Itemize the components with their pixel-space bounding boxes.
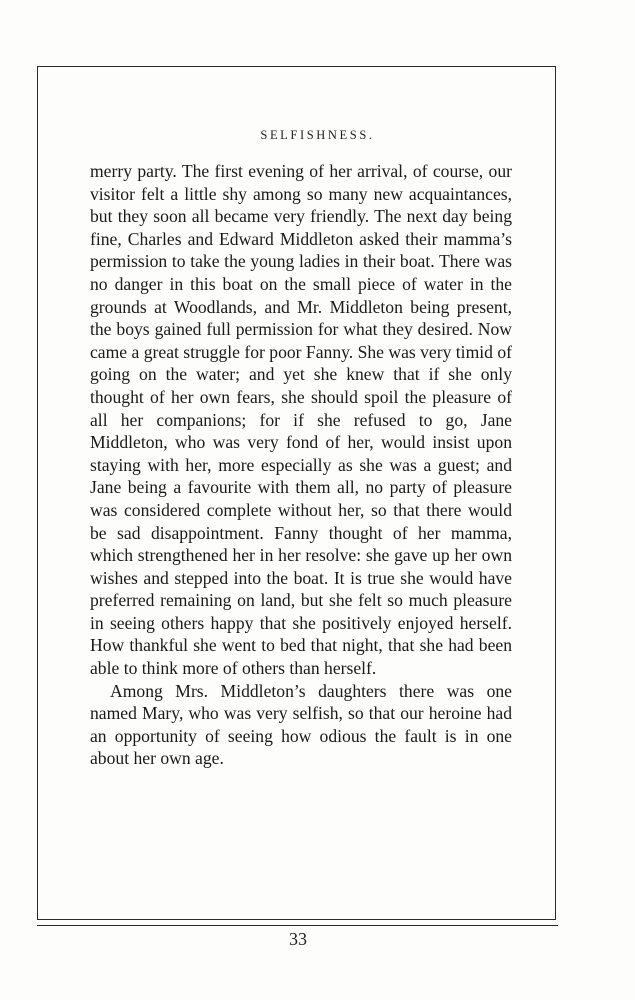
body-text [90, 160, 512, 770]
paragraph: Among Mrs. Middleton’s daughters there was one named Mary, who was very selfish, so that our heroine had an opportunity of seeing how odious the fault is in one about her own age. [90, 680, 512, 769]
bottom-rule [37, 925, 558, 926]
running-head: SELFISHNESS. [260, 128, 375, 142]
paragraph: merry party. The first evening of her arrival, of course, our visitor felt a little shy among so many new acquaintances, but they soon all became very friendly. The next day being fine, Charles and Edward Middleton asked their mamma’s permission to take the young ladies in their boat. There was no danger in this boat on the small piece of water in the grounds at Woodlands, and Mr. Middleton being present, the boys gained full permission for what they desired. Now came a great struggle for poor Fanny. She was very timid of going on the water; and yet she knew that if she only thought of her own fears, she should spoil the pleasure of all her companions; for if she refused to go, Jane Middleton, who was very fond of her, would insist upon staying with her, more especially as she was a guest; and Jane being a favourite with them all, no party of pleasure was considered complete without her, so that there would be sad disappointment. Fanny thought of her mamma, which strengthened her in her resolve: she gave up her own wishes and stepped into the boat. It is true she would have preferred remaining on land, but she felt so much pleasure in seeing others happy that she positively enjoyed herself. How thankful she went to bed that night, that she had been able to think more of others than herself. [90, 161, 512, 679]
page-number: 33 [289, 929, 307, 949]
